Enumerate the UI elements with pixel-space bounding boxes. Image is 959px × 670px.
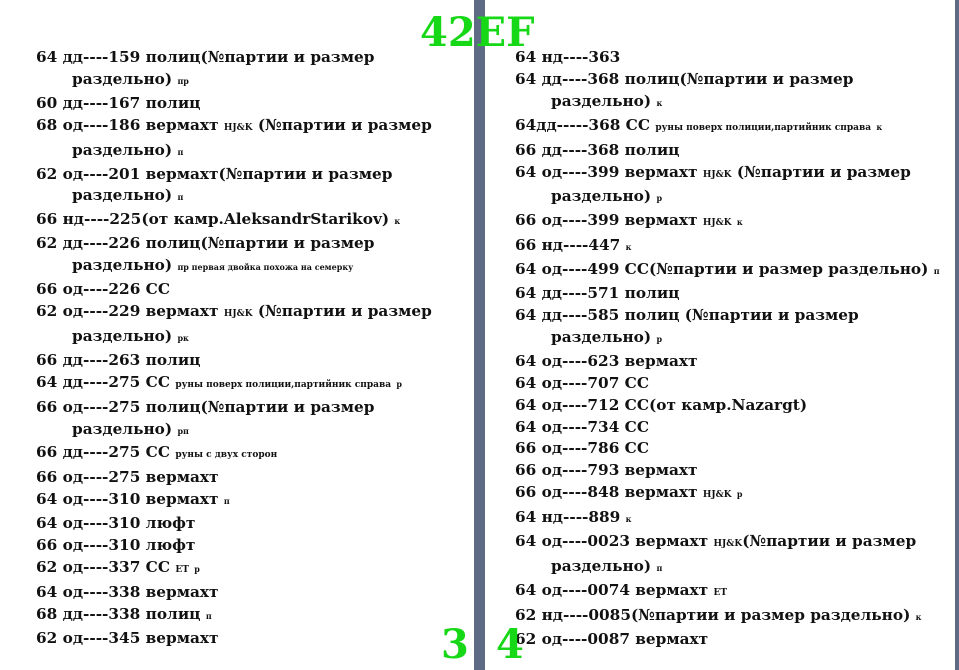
entry-mark: к bbox=[625, 514, 632, 525]
entry-continuation-line bbox=[36, 69, 474, 93]
entry-line bbox=[36, 513, 474, 535]
entry-mark: к bbox=[736, 217, 743, 228]
entry-text: 64 од----707 СС bbox=[515, 373, 650, 392]
entry-line bbox=[36, 397, 474, 443]
entry-continuation: раздельно) bbox=[551, 556, 652, 575]
entry-line bbox=[515, 140, 955, 162]
entry-text: 66 од----226 СС bbox=[36, 280, 171, 299]
entry-line bbox=[36, 582, 474, 604]
entry-mark: пр bbox=[177, 75, 189, 86]
entry-continuation: раздельно) bbox=[551, 327, 652, 346]
entry-text-continued: (№партии и размер bbox=[252, 301, 432, 320]
entry-inline-note: HJ&K bbox=[702, 169, 732, 180]
entry-mark: р bbox=[656, 333, 663, 344]
entry-line bbox=[36, 164, 474, 210]
entry-mark: к bbox=[876, 121, 883, 132]
entry-text: 66 од----399 вермахт bbox=[515, 211, 698, 230]
document-page-right bbox=[485, 0, 955, 670]
entry-text: 66 дд----275 СС bbox=[36, 443, 171, 462]
entry-mark: р bbox=[736, 489, 743, 500]
entry-continuation-line bbox=[515, 186, 955, 210]
document-page-left bbox=[0, 0, 474, 670]
entry-continuation-line bbox=[36, 140, 474, 164]
entry-text: 66 од----275 вермахт bbox=[36, 468, 219, 487]
entry-line bbox=[515, 605, 955, 629]
entry-mark: п bbox=[205, 610, 212, 621]
entry-continuation-line bbox=[36, 326, 474, 350]
entry-continuation: раздельно) bbox=[72, 69, 173, 88]
entry-text: 64 нд----889 bbox=[515, 508, 621, 527]
entry-text: 64 од----0023 вермахт bbox=[515, 532, 709, 551]
entry-line bbox=[515, 482, 955, 507]
entry-line bbox=[36, 47, 474, 93]
entry-continuation-line bbox=[36, 255, 474, 279]
entry-mark: п bbox=[656, 562, 663, 573]
entry-line bbox=[515, 69, 955, 115]
entry-text: 66 нд----225(от камр.AleksandrStarikov) bbox=[36, 210, 390, 229]
entry-inline-note: HJ&K bbox=[223, 122, 253, 133]
entry-text: 64 дд----368 полиц(№партии и размер bbox=[515, 69, 854, 88]
entry-text: 62 дд----226 полиц(№партии и размер bbox=[36, 234, 375, 253]
entry-text: 62 од----201 вермахт(№партии и размер bbox=[36, 164, 393, 183]
entry-text: 68 од----186 вермахт bbox=[36, 115, 219, 134]
entry-line bbox=[515, 417, 955, 439]
entry-text: 64 од----623 вермахт bbox=[515, 351, 698, 370]
entry-line bbox=[515, 629, 955, 651]
entry-text: 66 од----793 вермахт bbox=[515, 461, 698, 480]
entry-text: 64 дд----275 СС bbox=[36, 372, 171, 391]
entry-line bbox=[36, 489, 474, 513]
entry-line bbox=[36, 233, 474, 279]
watermark-code: 42EF bbox=[420, 9, 535, 56]
entry-line bbox=[36, 209, 474, 233]
entry-text: 66 дд----263 полиц bbox=[36, 350, 201, 369]
entry-inline-note: HJ&K bbox=[713, 539, 743, 550]
entry-line bbox=[515, 305, 955, 351]
entry-mark: р bbox=[194, 563, 200, 574]
entry-text: 64 дд----159 полиц(№партии и размер bbox=[36, 48, 375, 66]
entry-line bbox=[36, 350, 474, 372]
entry-text: 64 од----310 вермахт bbox=[36, 490, 219, 509]
entry-text: 66 од----275 полиц(№партии и размер bbox=[36, 397, 375, 416]
entry-line bbox=[36, 115, 474, 164]
entry-continuation-line bbox=[515, 91, 955, 115]
entry-mark: п bbox=[223, 496, 230, 507]
entry-text: 64 нд----363 bbox=[515, 48, 621, 66]
entry-continuation: раздельно) bbox=[551, 187, 652, 206]
entry-text: 62 од----345 вермахт bbox=[36, 628, 219, 647]
entry-text: 64 од----734 СС bbox=[515, 417, 650, 436]
entry-list-right bbox=[515, 47, 955, 651]
page-number-right: 4 bbox=[496, 621, 524, 668]
entry-text: 66 од----786 СС bbox=[515, 439, 650, 458]
entry-inline-note: руны с двух сторон bbox=[175, 450, 278, 461]
entry-inline-note: HJ&K bbox=[223, 308, 253, 319]
entry-mark: п bbox=[177, 146, 184, 157]
entry-text: 66 нд----447 bbox=[515, 236, 621, 255]
entry-text: 68 дд----338 полиц bbox=[36, 604, 201, 623]
entry-text: 64 од----712 СС(от камр.Nazargt) bbox=[515, 395, 808, 414]
entry-continuation-line bbox=[515, 556, 955, 580]
entry-text: 62 од----337 СС bbox=[36, 557, 171, 576]
entry-line bbox=[36, 557, 474, 582]
entry-line bbox=[515, 259, 955, 283]
entry-line bbox=[515, 373, 955, 395]
entry-line bbox=[36, 628, 474, 650]
entry-mark: рп bbox=[177, 425, 189, 436]
entry-mark: к bbox=[656, 97, 663, 108]
entry-text: 64 од----338 вермахт bbox=[36, 582, 219, 601]
entry-continuation-line bbox=[36, 419, 474, 443]
entry-inline-note: руны поверх полиции,партийник справа bbox=[655, 122, 872, 133]
entry-line bbox=[36, 604, 474, 628]
entry-text: 64 дд----585 полиц (№партии и размер bbox=[515, 305, 859, 324]
entry-mark: к bbox=[915, 611, 922, 622]
page-number-left: 3 bbox=[441, 621, 469, 668]
entry-mark: р bbox=[396, 378, 402, 389]
entry-text-continued: (№партии и размер bbox=[731, 162, 911, 181]
entry-mark: к bbox=[394, 216, 401, 227]
entry-line bbox=[515, 47, 955, 69]
entry-line bbox=[36, 535, 474, 557]
entry-continuation-line bbox=[515, 327, 955, 351]
entry-text: 64 од----399 вермахт bbox=[515, 162, 698, 181]
entry-mark: п bbox=[177, 192, 184, 203]
entry-line bbox=[515, 507, 955, 531]
entry-continuation: раздельно) bbox=[72, 326, 173, 345]
entry-line bbox=[515, 235, 955, 259]
entry-text: 62 нд----0085(№партии и размер раздельно) bbox=[515, 605, 911, 624]
entry-continuation: раздельно) bbox=[72, 140, 173, 159]
entry-inline-note: руны поверх полиции,партийник справа bbox=[175, 379, 392, 390]
entry-line bbox=[515, 162, 955, 211]
entry-text: 66 дд----368 полиц bbox=[515, 140, 680, 159]
entry-text: 62 од----229 вермахт bbox=[36, 301, 219, 320]
entry-line bbox=[36, 93, 474, 115]
entry-mark: к bbox=[625, 242, 632, 253]
entry-inline-note: ЕТ bbox=[175, 564, 189, 575]
entry-text: 64 од----0074 вермахт bbox=[515, 580, 709, 599]
entry-mark: р bbox=[656, 193, 663, 204]
entry-line bbox=[515, 531, 955, 580]
entry-line bbox=[515, 210, 955, 235]
entry-inline-note: HJ&K bbox=[702, 218, 732, 229]
entry-line bbox=[36, 467, 474, 489]
entry-line bbox=[515, 580, 955, 605]
entry-mark: пр первая двойка похожа на семерку bbox=[177, 262, 354, 273]
entry-line bbox=[515, 395, 955, 417]
entry-continuation: раздельно) bbox=[72, 256, 173, 275]
entry-text: 66 од----848 вермахт bbox=[515, 483, 698, 502]
entry-continuation-line bbox=[36, 185, 474, 209]
entry-inline-note: HJ&K bbox=[702, 490, 732, 501]
entry-text: 64 од----310 люфт bbox=[36, 514, 196, 533]
entry-text: 62 од----0087 вермахт bbox=[515, 629, 709, 648]
entry-line bbox=[515, 351, 955, 373]
entry-continuation: раздельно) bbox=[72, 186, 173, 205]
entry-text: 66 од----310 люфт bbox=[36, 536, 196, 555]
entry-line bbox=[515, 460, 955, 482]
entry-continuation: раздельно) bbox=[72, 419, 173, 438]
entry-line bbox=[515, 283, 955, 305]
entry-line bbox=[515, 115, 955, 140]
entry-text: 60 дд----167 полиц bbox=[36, 93, 201, 112]
entry-list-left bbox=[36, 47, 474, 650]
entry-text: 64 дд----571 полиц bbox=[515, 284, 680, 303]
entry-text-continued: (№партии и размер bbox=[252, 115, 432, 134]
entry-line bbox=[515, 438, 955, 460]
entry-mark: п bbox=[933, 266, 940, 277]
entry-inline-note: ЕТ bbox=[713, 587, 728, 598]
entry-continuation: раздельно) bbox=[551, 91, 652, 110]
entry-text: 64 од----499 СС(№партии и размер раздельно) bbox=[515, 260, 929, 279]
entry-line bbox=[36, 442, 474, 467]
entry-line bbox=[36, 372, 474, 397]
entry-text: 64дд-----368 СС bbox=[515, 115, 651, 134]
entry-mark: рк bbox=[177, 332, 189, 343]
entry-text-continued: (№партии и размер bbox=[742, 532, 917, 551]
entry-line bbox=[36, 301, 474, 350]
entry-line bbox=[36, 279, 474, 301]
